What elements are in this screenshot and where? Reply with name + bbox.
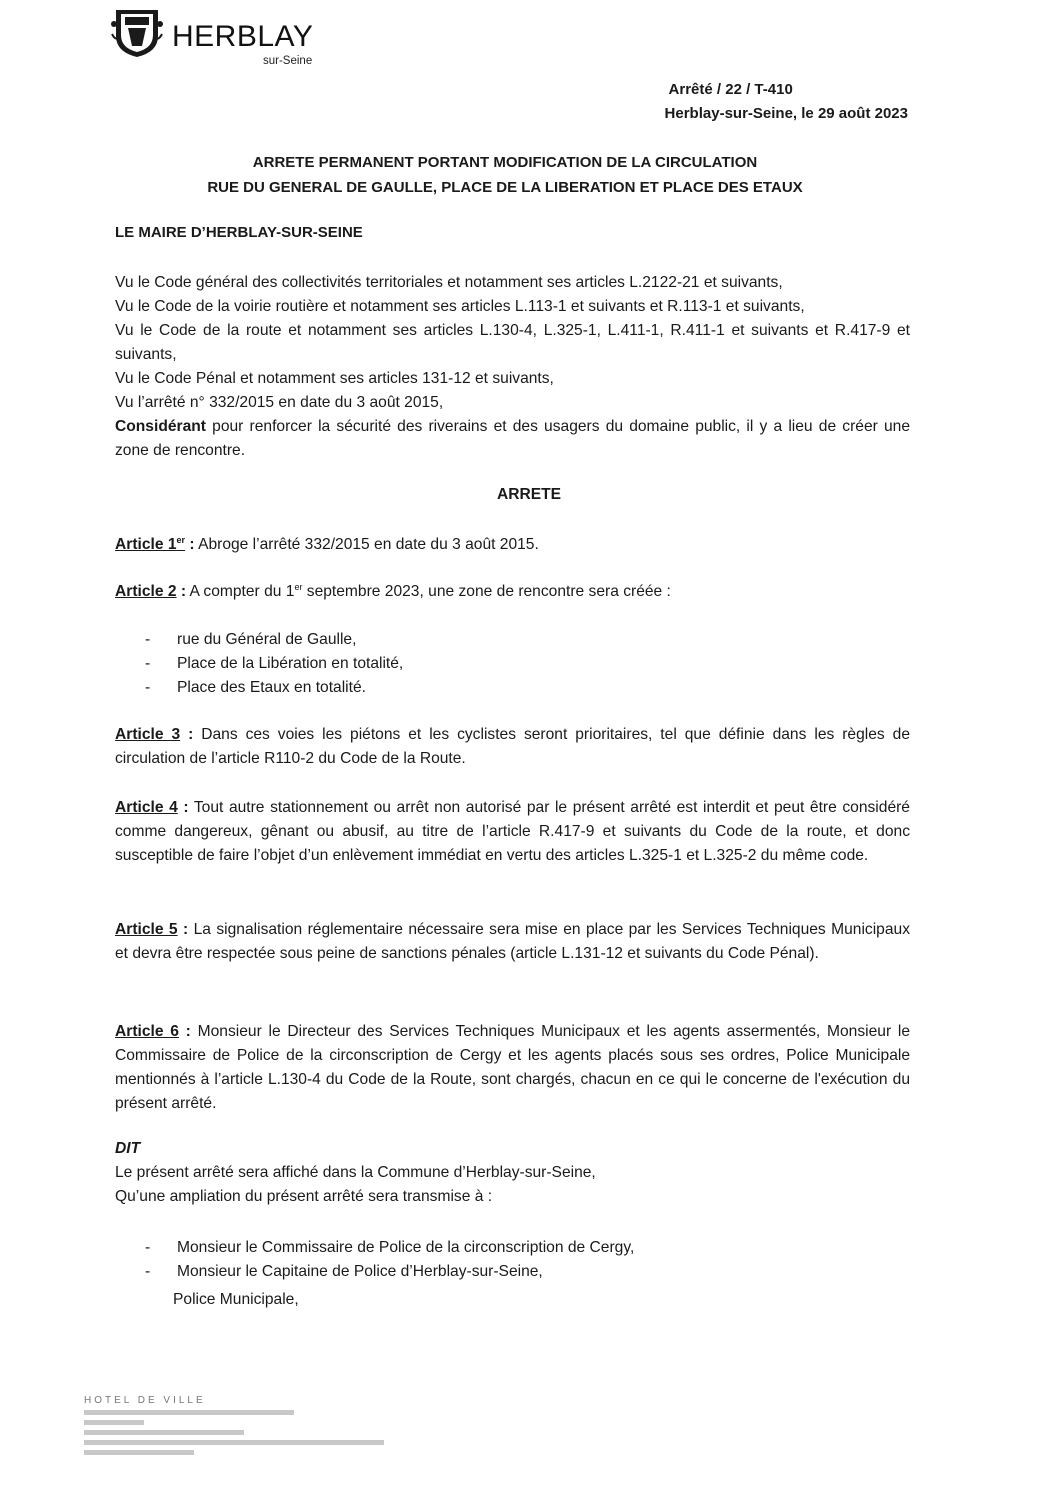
article-6: Article 6 : Monsieur le Directeur des Services Techniques Municipaux et les agents assermentés, Monsieur le Commissaire de Police de la circonscription de Cergy et les agents placés sous ses ordres, Police Municipale mentionnés à l’article L.130-4 du Code de la Route, sont chargés, chacun en ce qui le concerne de l'exécution du présent arrêté. bbox=[115, 1023, 911, 1112]
arrete-heading: ARRETE bbox=[496, 486, 562, 503]
title-line-2: RUE DU GENERAL DE GAULLE, PLACE DE LA LIBERATION ET PLACE DES ETAUX bbox=[207, 179, 803, 196]
article-6-text: Monsieur le Directeur des Services Techniques Municipaux et les agents assermentés, Monsieur le Commissaire de Police de la circonscription de Cergy et les agents placés sous ses ordres, Police Municipale mentionnés à l’article L.130-4 du Code de la Route, sont chargés, chacun en ce qui le concerne de l'exécution du présent arrêté. bbox=[115, 1023, 911, 1112]
footer-address bbox=[84, 1396, 404, 1459]
vu-line: Vu le Code Pénal et notamment ses articles 131-12 et suivants, bbox=[115, 370, 554, 387]
list-item-continuation: Police Municipale, bbox=[173, 1291, 299, 1308]
herblay-logo bbox=[110, 6, 340, 66]
dit-line: Qu’une ampliation du présent arrêté sera transmise à : bbox=[115, 1188, 493, 1205]
place-date: Herblay-sur-Seine, le 29 août 2023 bbox=[664, 105, 908, 122]
vu-line: Vu le Code général des collectivités territoriales et notamment ses articles L.2122-21 et suivants, bbox=[115, 274, 783, 291]
vu-line: Vu l’arrêté n° 332/2015 en date du 3 août 2015, bbox=[115, 394, 444, 411]
article-3-text: Dans ces voies les piétons et les cyclistes seront prioritaires, tel que définie dans les règles de circulation de l’article R110-2 du Code de la Route. bbox=[115, 726, 910, 767]
article-3-label: Article 3 bbox=[115, 726, 181, 743]
article-1-text: Abroge l’arrêté 332/2015 en date du 3 août 2015. bbox=[194, 536, 539, 553]
footer-illegible-lines bbox=[84, 1407, 384, 1457]
logo-name: HERBLAY bbox=[172, 20, 314, 53]
vu-line: Vu le Code de la route et notamment ses articles L.130-4, L.325-1, L.411-1, R.411-1 et suivants et R.417-9 et suivants, bbox=[115, 322, 910, 363]
list-item: - Place de la Libération en totalité, bbox=[115, 652, 910, 676]
arrete-number: Arrêté / 22 / T-410 bbox=[668, 81, 793, 98]
footer-heading: HOTEL DE VILLE bbox=[84, 1395, 206, 1406]
article-3: Article 3 : Dans ces voies les piétons et les cyclistes seront prioritaires, tel que définie dans les règles de circulation de l’article R110-2 du Code de la Route. bbox=[115, 726, 910, 767]
title-line-1: ARRETE PERMANENT PORTANT MODIFICATION DE LA CIRCULATION bbox=[252, 154, 758, 171]
dit-heading: DIT bbox=[115, 1140, 141, 1157]
list-item: - Monsieur le Commissaire de Police de la circonscription de Cergy, bbox=[115, 1236, 910, 1260]
article-5-text: La signalisation réglementaire nécessaire sera mise en place par les Services Techniques Municipaux et devra être respectée sous peine de sanctions pénales (article L.131-12 et suivants du Code Pénal). bbox=[115, 921, 910, 962]
zone-list bbox=[115, 628, 910, 700]
maire-heading: LE MAIRE D’HERBLAY-SUR-SEINE bbox=[115, 224, 363, 241]
list-item: - Place des Etaux en totalité. bbox=[115, 676, 910, 700]
vu-section bbox=[115, 271, 910, 463]
article-2: Article 2 : A compter du 1er septembre 2023, une zone de rencontre sera créée : bbox=[115, 581, 671, 600]
article-5: Article 5 : La signalisation réglementaire nécessaire sera mise en place par les Services Techniques Municipaux et devra être respectée sous peine de sanctions pénales (article L.131-12 et suivants du Code Pénal). bbox=[115, 921, 910, 962]
reference-block bbox=[665, 78, 908, 126]
article-6-label: Article 6 bbox=[115, 1023, 179, 1040]
ampliation-list bbox=[115, 1236, 910, 1284]
vu-line: Vu le Code de la voirie routière et notamment ses articles L.113-1 et suivants et R.113-1 et suivants, bbox=[115, 298, 805, 315]
article-1-label: Article 1er bbox=[115, 534, 186, 553]
document-title bbox=[100, 150, 910, 200]
article-4: Article 4 : Tout autre stationnement ou arrêt non autorisé par le présent arrêté est interdit et peut être considéré comme dangereux, gênant ou abusif, au titre de l’article R.417-9 et suivants du Code de la route, et donc susceptible de faire l’objet d’un enlèvement immédiat en vertu des articles L.325-1 et L.325-2 du même code. bbox=[115, 799, 910, 864]
article-4-text: Tout autre stationnement ou arrêt non autorisé par le présent arrêté est interdit et peut être considéré comme dangereux, gênant ou abusif, au titre de l’article R.417-9 et suivants du Code de la route, et donc susceptible de faire l’objet d’un enlèvement immédiat en vertu des articles L.325-1 et L.325-2 du même code. bbox=[115, 799, 910, 864]
considerant-text: pour renforcer la sécurité des riverains et des usagers du domaine public, il y a lieu de créer une zone de rencontre. bbox=[115, 418, 910, 459]
logo-subtitle: sur-Seine bbox=[263, 55, 313, 67]
article-1: Article 1er : Abroge l’arrêté 332/2015 en date du 3 août 2015. bbox=[115, 534, 539, 553]
dit-section bbox=[115, 1161, 910, 1209]
list-item: - rue du Général de Gaulle, bbox=[115, 628, 910, 652]
article-2-text: A compter du 1er septembre 2023, une zone de rencontre sera créée : bbox=[186, 581, 671, 600]
considerant-label: Considérant bbox=[115, 418, 206, 435]
article-4-label: Article 4 bbox=[115, 799, 178, 816]
city-emblem-icon bbox=[110, 6, 164, 58]
article-5-label: Article 5 bbox=[115, 921, 178, 938]
dit-line: Le présent arrêté sera affiché dans la Commune d’Herblay-sur-Seine, bbox=[115, 1164, 596, 1181]
list-item: - Monsieur le Capitaine de Police d’Herblay-sur-Seine, bbox=[115, 1260, 910, 1284]
article-2-label: Article 2 bbox=[115, 583, 177, 600]
considerant-paragraph bbox=[115, 415, 910, 463]
